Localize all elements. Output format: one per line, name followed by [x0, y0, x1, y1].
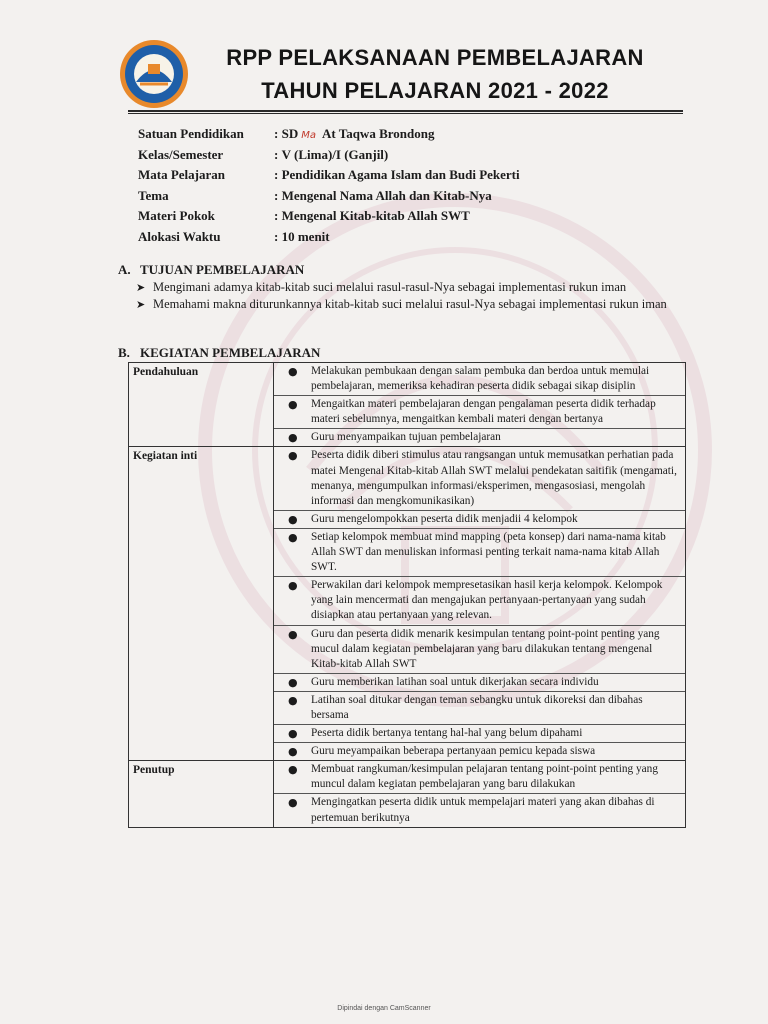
phase-label: Penutup — [129, 761, 274, 827]
activity-text: Guru dan peserta didik menarik kesimpulan tentang point-point penting yang mucul dalam kegiatan pembelajaran yang baru dilakukan tentang mengenal Kitab-kitab Allah SWT — [311, 627, 660, 670]
section-title: KEGIATAN PEMBELAJARAN — [140, 345, 321, 360]
bullet-dot-icon: ● — [288, 745, 298, 759]
identity-row-tema — [138, 186, 658, 207]
identity-row-satuan — [138, 124, 658, 145]
identity-row-mapel — [138, 165, 658, 186]
handwritten-annotation: Ma — [301, 130, 316, 141]
bullet-dot-icon: ● — [288, 431, 298, 445]
identity-label: Tema — [138, 187, 169, 203]
identity-value: 10 menit — [281, 228, 330, 244]
identity-sep: : — [274, 208, 279, 223]
activity-text: Mengaitkan materi pembelajaran dengan pengalaman peserta didik terhadap materi sebelumnya, mengaitkan kembali materi dengan bertanya — [311, 398, 656, 426]
phase-activities — [274, 363, 686, 447]
identity-value: Mengenal Kitab-kitab Allah SWT — [281, 208, 470, 223]
identity-value: V (Lima)/I (Ganjil) — [281, 146, 389, 162]
activity-text: Mengingatkan peserta didik untuk mempelajari materi yang akan dibahas di pertemuan berikutnya — [311, 796, 655, 824]
list-item — [274, 692, 685, 725]
activity-list — [274, 761, 685, 826]
identity-label: Alokasi Waktu — [138, 228, 221, 244]
section-b-heading — [118, 345, 320, 361]
activities-table — [128, 362, 686, 828]
activity-text: Peserta didik bertanya tentang hal-hal yang belum dipahami — [311, 727, 583, 740]
phase-label: Pendahuluan — [129, 363, 274, 447]
list-item — [274, 429, 685, 446]
identity-sep: : — [274, 187, 279, 203]
bullet-dot-icon: ● — [288, 512, 298, 526]
school-logo-icon — [118, 38, 190, 110]
identity-sep: : — [274, 146, 279, 162]
identity-row-kelas — [138, 145, 658, 166]
arrow-bullet-icon: ➤ — [136, 298, 146, 311]
bullet-dot-icon: ● — [288, 675, 298, 689]
arrow-bullet-icon: ➤ — [136, 281, 146, 294]
activity-text: Melakukan pembukaan dengan salam pembuka dan berdoa untuk memulai pembelajaran, memeriksa kehadiran peserta didik sebagai sikap disiplin — [311, 365, 650, 393]
bullet-dot-icon: ● — [288, 530, 298, 544]
list-item — [274, 626, 685, 674]
identity-row-materi — [138, 206, 658, 227]
goal-item — [136, 279, 684, 296]
identity-sep: : — [274, 228, 279, 244]
activity-text: Perwakilan dari kelompok mempresetasikan hasil kerja kelompok. Kelompok yang lain mencermati dan mengajukan pertanyaan-pertanyaan yang sudah disiapkan atau pertanyaan yang relevan. — [311, 579, 663, 622]
activity-text: Guru meyampaikan beberapa pertanyaan pemicu kepada siswa — [311, 745, 596, 758]
activity-list — [274, 363, 685, 446]
identity-value: Mengenal Nama Allah dan Kitab-Nya — [281, 187, 492, 203]
list-item — [274, 529, 685, 577]
bullet-dot-icon: ● — [288, 763, 298, 777]
identity-value: SD — [281, 126, 299, 141]
table-row — [129, 447, 686, 761]
identity-sep: : — [274, 126, 279, 141]
list-item — [274, 363, 685, 396]
activity-text: Guru mengelompokkan peserta didik menjadii 4 kelompok — [311, 512, 578, 525]
list-item — [274, 511, 685, 529]
identity-value: Pendidikan Agama Islam dan Budi Pekerti — [281, 167, 520, 182]
activity-text: Membuat rangkuman/kesimpulan pelajaran tentang point-point penting yang muncul dalam kegiatan pembelajaran yang baru dilakukan — [311, 763, 658, 791]
activity-list — [274, 447, 685, 760]
goal-text: Memahami makna diturunkannya kitab-kitab suci melalui rasul-Nya sebagai implementasi rukun iman — [153, 297, 667, 311]
bullet-dot-icon: ● — [288, 449, 298, 463]
identity-row-alokasi — [138, 227, 658, 248]
table-row — [129, 761, 686, 827]
section-a-heading — [118, 262, 304, 278]
bullet-dot-icon: ● — [288, 365, 298, 378]
document-title-line2: TAHUN PELAJARAN 2021 - 2022 — [261, 78, 609, 103]
list-item — [274, 577, 685, 625]
list-item — [274, 743, 685, 760]
bullet-dot-icon: ● — [288, 727, 298, 741]
bullet-dot-icon: ● — [288, 796, 298, 810]
activity-text: Peserta didik diberi stimulus atau rangsangan untuk memusatkan perhatian pada matei Mengenal Kitab-kitab Allah SWT melalui pendekatan saitifik (mengamati, menanya, mengumpulkan informasi/eksperimen, mengasosiasi, mengolah informasi dan mengkomunikasikan) — [311, 449, 677, 507]
bullet-dot-icon: ● — [288, 627, 298, 641]
list-item — [274, 447, 685, 510]
phase-label: Kegiatan inti — [129, 447, 274, 761]
bullet-dot-icon: ● — [288, 398, 298, 412]
goal-text: Mengimani adamya kitab-kitab suci melalui rasul-rasul-Nya sebagai implementasi rukun iman — [153, 280, 627, 294]
activity-text: Guru menyampaikan tujuan pembelajaran — [311, 431, 501, 444]
list-item — [274, 761, 685, 794]
goal-item — [136, 296, 684, 313]
section-title: TUJUAN PEMBELAJARAN — [140, 262, 305, 277]
section-letter: A. — [118, 262, 131, 277]
identity-label: Materi Pokok — [138, 208, 215, 223]
identity-value-rest: At Taqwa Brondong — [321, 126, 435, 141]
phase-activities — [274, 447, 686, 761]
activity-text: Setiap kelompok membuat mind mapping (peta konsep) dari nama-nama kitab Allah SWT dan menuliskan informasi penting terkait nama-nama kitab Allah SWT. — [311, 530, 666, 574]
activity-text: Guru memberikan latihan soal untuk dikerjakan secara individu — [311, 675, 599, 688]
header-divider-thin — [128, 113, 683, 114]
table-row — [129, 363, 686, 447]
scanner-footer: Dipindai dengan CamScanner — [337, 1005, 431, 1012]
list-item — [274, 674, 685, 692]
list-item — [274, 725, 685, 743]
identity-label: Kelas/Semester — [138, 146, 224, 162]
identity-block — [138, 124, 658, 247]
bullet-dot-icon: ● — [288, 693, 298, 707]
list-item — [274, 794, 685, 826]
activity-text: Latihan soal ditukar dengan teman sebangku untuk dikoreksi dan dibahas bersama — [311, 693, 643, 721]
identity-sep: : — [274, 167, 279, 182]
header-divider — [128, 110, 683, 112]
list-item — [274, 396, 685, 429]
identity-label: Mata Pelajaran — [138, 167, 226, 182]
phase-activities — [274, 761, 686, 827]
section-letter: B. — [118, 345, 130, 360]
bullet-dot-icon: ● — [288, 579, 298, 593]
identity-label: Satuan Pendidikan — [138, 126, 244, 141]
document-title-line1: RPP PELAKSANAAN PEMBELAJARAN — [226, 45, 644, 70]
